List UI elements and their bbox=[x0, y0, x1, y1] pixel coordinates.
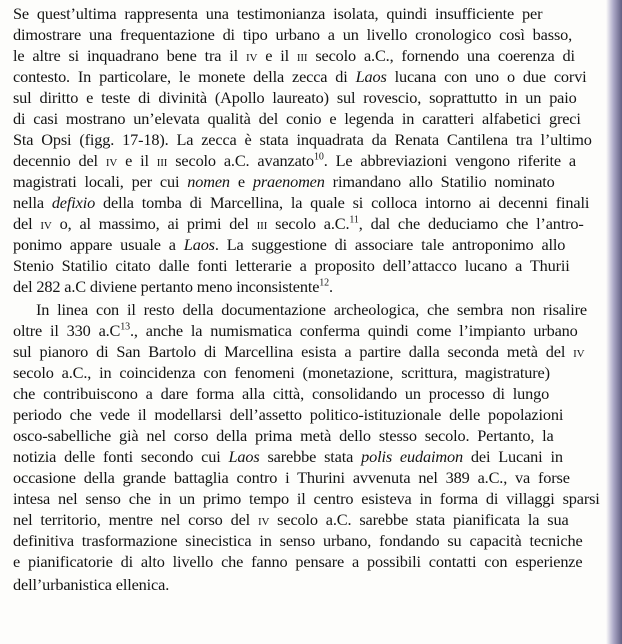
text-segment: Se quest’ultima rappresenta una testimonianza isolata, quindi insufficiente per bbox=[13, 4, 543, 23]
text-line bbox=[13, 108, 581, 129]
text-segment: ponimo appare usuale a bbox=[13, 235, 184, 254]
text-line bbox=[13, 234, 565, 255]
text-segment: e il bbox=[117, 151, 157, 170]
text-line bbox=[13, 467, 570, 488]
text-segment: osco-sabelliche già nel corso della prima metà dello stesso secolo. Pertanto, la bbox=[13, 426, 554, 445]
text-line bbox=[13, 45, 575, 66]
text-line bbox=[36, 299, 587, 320]
italic-text: Laos bbox=[183, 235, 215, 254]
italic-text: defixio bbox=[51, 193, 96, 212]
text-segment: o, al massimo, ai primi del bbox=[51, 214, 257, 233]
text-segment: iv bbox=[245, 46, 258, 65]
text-segment: ., anche la numismatica conferma quindi come l’impianto urbano bbox=[129, 321, 578, 340]
text-segment: iii bbox=[156, 151, 168, 170]
text-line bbox=[13, 341, 584, 362]
text-segment: . La suggestione di associare tale antroponimo allo bbox=[214, 235, 566, 254]
italic-text: polis eudaimon bbox=[361, 447, 463, 466]
italic-text: praenomen bbox=[252, 172, 325, 191]
text-line bbox=[13, 276, 333, 297]
text-segment: . Le abbreviazioni vengono riferite a bbox=[323, 151, 576, 170]
italic-text: Laos bbox=[355, 67, 387, 86]
italic-text: Laos bbox=[228, 447, 260, 466]
text-segment: della tomba di Marcellina, la quale si colloca intorno ai decenni finali bbox=[95, 193, 590, 212]
text-line bbox=[13, 129, 592, 150]
text-line bbox=[13, 150, 576, 171]
text-line bbox=[13, 509, 569, 530]
text-line bbox=[13, 171, 555, 192]
text-line bbox=[13, 383, 549, 404]
text-segment: di casi mostrano un’elevata qualità del conio e legenda in caratteri alfabetici greci bbox=[13, 109, 581, 128]
text-segment: In linea con il resto della documentazione archeologica, che sembra non risalire bbox=[36, 300, 587, 319]
text-segment: e bbox=[229, 172, 253, 191]
text-line bbox=[13, 551, 582, 572]
text-line bbox=[13, 3, 542, 24]
text-line bbox=[13, 574, 169, 595]
text-line bbox=[13, 320, 578, 341]
text-segment: e pianificatorie di alto livello che fanno pensare a possibili contatti con esperienze bbox=[13, 552, 583, 571]
text-segment: secolo a.C. sarebbe stata pianificata la sua bbox=[269, 510, 569, 529]
text-line bbox=[13, 404, 563, 425]
text-segment: dei Lucani in bbox=[462, 447, 563, 466]
text-line bbox=[13, 24, 572, 45]
text-segment: periodo che vede il modellarsi dell’assetto politico-istituzionale delle popolazioni bbox=[13, 405, 564, 424]
text-segment: rimandano allo Statilio nominato bbox=[324, 172, 555, 191]
text-segment: . bbox=[329, 277, 333, 296]
text-segment: e il bbox=[257, 46, 297, 65]
text-segment: iv bbox=[257, 510, 270, 529]
text-line bbox=[13, 488, 600, 509]
text-segment: del 282 a.C diviene pertanto meno inconsistente bbox=[13, 277, 320, 296]
text-line bbox=[13, 530, 583, 551]
text-segment: iv bbox=[40, 214, 52, 233]
text-line bbox=[13, 213, 584, 234]
text-segment: iii bbox=[256, 214, 268, 233]
text-segment: dimostrare una frequentazione di tipo urbano a un livello cronologico così basso, bbox=[13, 25, 573, 44]
text-segment: decennio del bbox=[13, 151, 106, 170]
footnote-ref: 13 bbox=[120, 321, 130, 333]
text-line bbox=[13, 362, 550, 383]
footnote-ref: 12 bbox=[319, 277, 329, 289]
text-segment: nel territorio, mentre nel corso del bbox=[13, 510, 258, 529]
text-segment: iii bbox=[296, 46, 308, 65]
text-segment: secolo a.C. avanzato bbox=[167, 151, 315, 170]
footnote-ref: 10 bbox=[314, 151, 324, 163]
text-segment: definitiva trasformazione sinecistica in senso urbano, fondando su capacità tecniche bbox=[13, 531, 583, 550]
text-segment: , dal che deduciamo che l’antro- bbox=[358, 214, 584, 233]
text-line bbox=[13, 87, 577, 108]
text-segment: dell’urbanistica ellenica. bbox=[13, 575, 170, 594]
text-segment: iv bbox=[105, 151, 118, 170]
text-segment: del bbox=[13, 214, 41, 233]
text-segment: sul pianoro di San Bartolo di Marcellina esista a partire dalla seconda metà del bbox=[13, 342, 574, 361]
text-segment: Sta Opsi (figg. 17-18). La zecca è stata inquadrata da Renata Cantilena tra l’ultimo bbox=[13, 130, 592, 149]
text-segment: lucana con uno o due corvi bbox=[386, 67, 587, 86]
footnote-ref: 11 bbox=[349, 214, 359, 226]
text-segment: notizia delle fonti secondo cui bbox=[13, 447, 229, 466]
text-segment: magistrati locali, per cui bbox=[13, 172, 188, 191]
text-segment: secolo a.C., fornendo una coerenza di bbox=[307, 46, 575, 65]
text-segment: che contribuiscono a dare forma alla città, consolidando un processo di lungo bbox=[13, 384, 550, 403]
text-line bbox=[13, 192, 589, 213]
text-line bbox=[13, 425, 554, 446]
text-segment: contesto. In particolare, le monete della zecca di bbox=[13, 67, 356, 86]
text-segment: occasione della grande battaglia contro i Thurini avvenuta nel 389 a.C., va forse bbox=[13, 468, 570, 487]
text-segment: oltre il 330 a.C bbox=[13, 321, 121, 340]
text-segment: sarebbe stata bbox=[259, 447, 362, 466]
text-segment: Stenio Statilio citato dalle fonti letterarie a proposito dell’attacco lucano a Thurii bbox=[13, 256, 570, 275]
text-segment: secolo a.C., in coincidenza con fenomeni (monetazione, scrittura, magistrature) bbox=[13, 363, 550, 382]
text-segment: le altre si inquadrano bene tra il bbox=[13, 46, 246, 65]
text-segment: intesa nel senso che in un primo tempo il centro esisteva in forma di villaggi sparsi bbox=[13, 489, 600, 508]
text-segment: sul diritto e teste di divinità (Apollo laureato) sul rovescio, soprattutto in un paio bbox=[13, 88, 577, 107]
italic-text: nomen bbox=[187, 172, 230, 191]
text-segment: secolo a.C. bbox=[267, 214, 350, 233]
text-segment: nella bbox=[13, 193, 52, 212]
text-line bbox=[13, 446, 563, 467]
text-segment: iv bbox=[573, 342, 585, 361]
scan-edge-shadow bbox=[606, 0, 622, 644]
text-line bbox=[13, 66, 587, 87]
text-line bbox=[13, 255, 570, 276]
